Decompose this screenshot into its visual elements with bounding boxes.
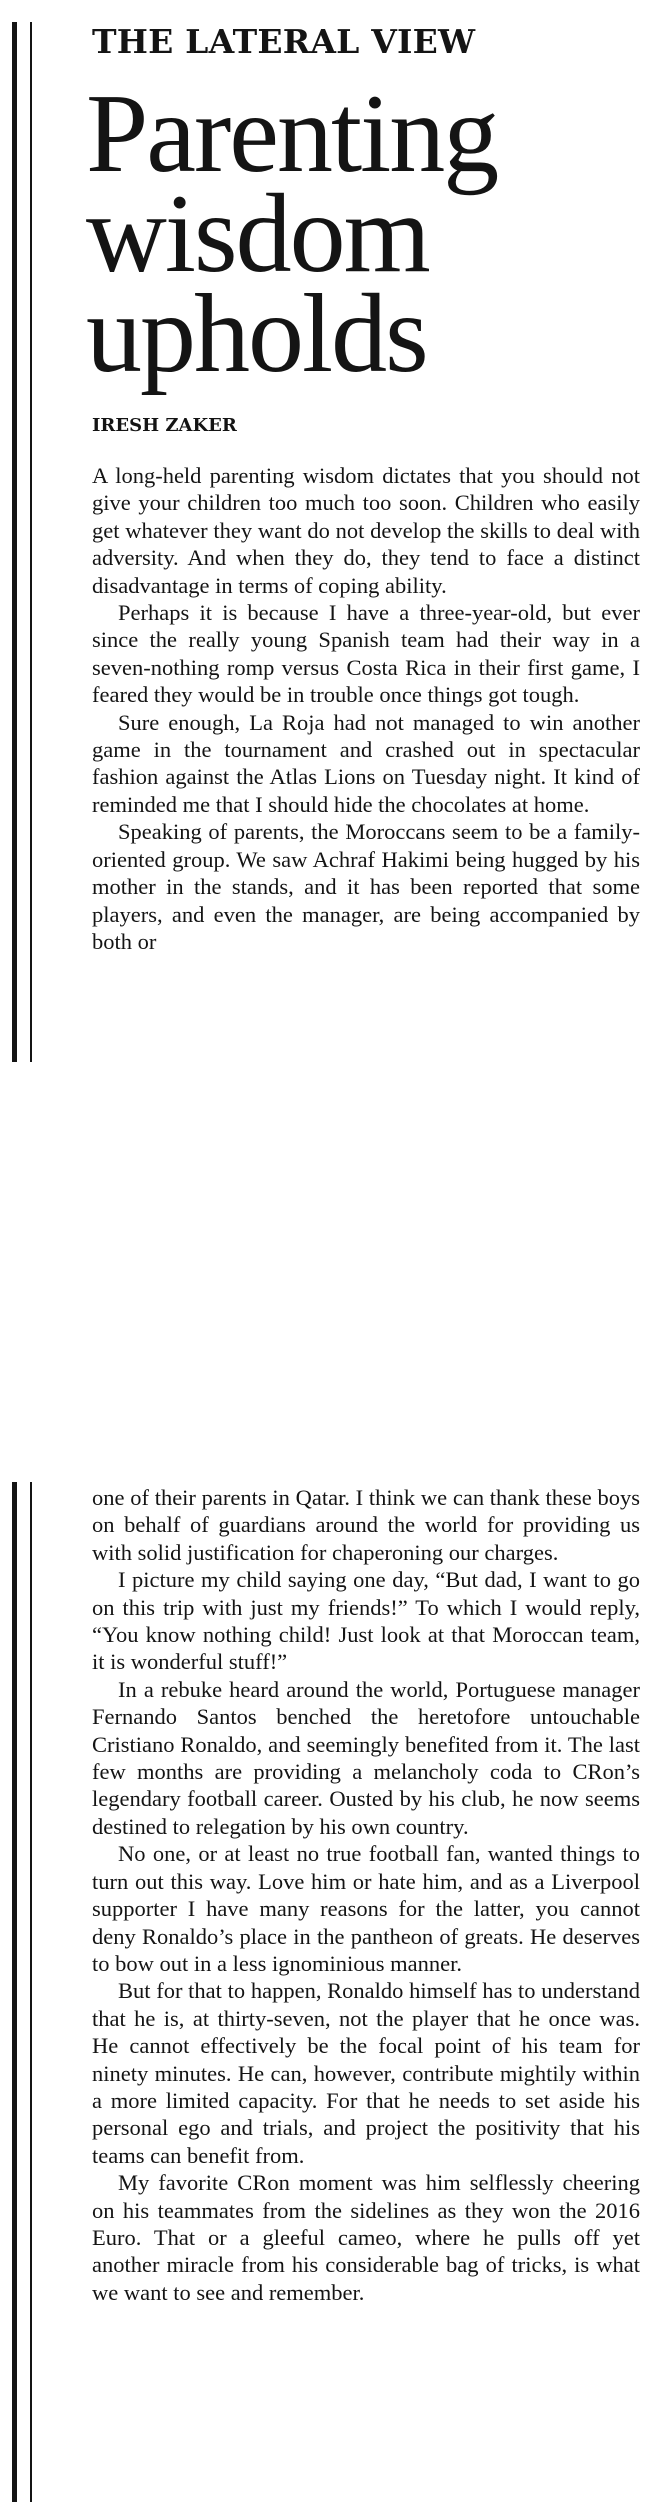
column-2-rule-thick: [12, 1482, 17, 2502]
paragraph: In a rebuke heard around the world, Portuguese manager Fernando Santos benched the heretofore untouchable Cristiano Ronaldo, and seemingly benefited from it. The last few months are providing a melancholy coda to CRon’s legendary football career. Ousted by his club, he now seems destined to relegation by his own country.: [92, 1676, 640, 1839]
column-kicker: THE LATERAL VIEW: [92, 22, 476, 61]
paragraph: No one, or at least no true football fan, wanted things to turn out this way. Love him or hate him, and as a Liverpool supporter I have many reasons for the latter, you cannot deny Ronaldo’s place in the pantheon of greats. He deserves to bow out in a less ignominious manner.: [92, 1841, 640, 1976]
headline-line-3: upholds: [86, 272, 427, 396]
headline-line-1: Parenting: [86, 72, 498, 196]
paragraph: But for that to happen, Ronaldo himself has to understand that he is, at thirty-seven, not the player that he once was. He cannot effectively be the focal point of his team for ninety minutes. He can, however, contribute mightily within a more limited capacity. For that he needs to set aside his personal ego and trials, and project the positivity that his teams can benefit from.: [92, 1978, 640, 2168]
column-2-rule-thin: [30, 1482, 32, 2502]
article-column-1: [92, 462, 640, 955]
byline: IRESH ZAKER: [92, 415, 237, 436]
paragraph: Speaking of parents, the Moroccans seem to be a family-oriented group. We saw Achraf Hakimi being hugged by his mother in the stands, and it has been reported that some players, and even the manager, are being accompanied by both or: [92, 819, 640, 954]
paragraph: Perhaps it is because I have a three-year-old, but ever since the really young Spanish team had their way in a seven-nothing romp versus Costa Rica in their first game, I feared they would be in trouble once things got tough.: [92, 600, 640, 708]
paragraph: A long-held parenting wisdom dictates that you should not give your children too much too soon. Children who easily get whatever they want do not develop the skills to deal with adversity. And when they do, they tend to face a distinct disadvantage in terms of coping ability.: [92, 463, 640, 598]
paragraph: I picture my child saying one day, “But dad, I want to go on this trip with just my friends!” To which I would reply, “You know nothing child! Just look at that Moroccan team, it is wonderful stuff!”: [92, 1567, 640, 1675]
paragraph: one of their parents in Qatar. I think we can thank these boys on behalf of guardians around the world for providing us with solid justification for chaperoning our charges.: [92, 1485, 640, 1565]
headline-line-2: wisdom: [86, 172, 429, 296]
paragraph: My favorite CRon moment was him selflessly cheering on his teammates from the sidelines as they won the 2016 Euro. That or a gleeful cameo, where he pulls off yet another miracle from his considerable bag of tricks, is what we want to see and remember.: [92, 2170, 640, 2305]
column-1-rule-thin: [30, 22, 32, 1062]
paragraph: Sure enough, La Roja had not managed to win another game in the tournament and crashed out in spectacular fashion against the Atlas Lions on Tuesday night. It kind of reminded me that I should hide the chocolates at home.: [92, 709, 640, 817]
article-column-2: [92, 1484, 640, 2306]
headline: [86, 72, 498, 396]
column-1-rule-thick: [12, 22, 17, 1062]
